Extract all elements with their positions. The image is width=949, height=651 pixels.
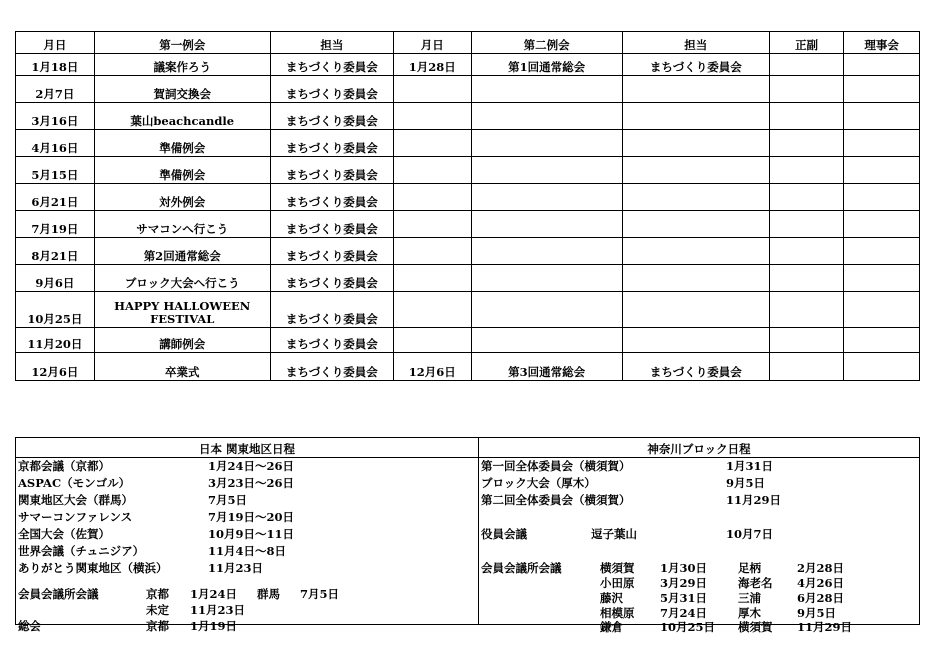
- tantou2-cell: まちづくり委員会: [622, 353, 769, 381]
- kanagawa-yakuin-place: 逗子葉山: [591, 527, 637, 541]
- section-divider: [478, 438, 479, 624]
- kanagawa-kaiin-date: 11月29日: [797, 620, 853, 634]
- kanto-kaiin-place: 群馬: [257, 587, 280, 601]
- date-cell: 3月16日: [16, 103, 95, 130]
- kanto-item-name: 世界会議（チュニジア）: [18, 544, 145, 558]
- kanto-item-date: 1月24日～26日: [208, 459, 295, 473]
- date2-cell: [393, 157, 471, 184]
- header-row: [16, 32, 920, 54]
- rijikai-cell: [844, 328, 920, 353]
- tantou-cell: まちづくり委員会: [270, 76, 393, 103]
- kanagawa-kaiin-place: 小田原: [600, 576, 635, 590]
- event-cell: HAPPY HALLOWEEN FESTIVAL: [94, 292, 270, 328]
- kanagawa-kaiin-date: 6月28日: [797, 591, 845, 605]
- table-row: [16, 103, 920, 130]
- date-cell: 7月19日: [16, 211, 95, 238]
- kanagawa-kaiin-place: 足柄: [738, 561, 761, 575]
- kanto-soukai-label: 総会: [18, 619, 41, 633]
- date2-cell: [393, 292, 471, 328]
- tantou-cell: まちづくり委員会: [270, 54, 393, 76]
- kanagawa-item-name: 第一回全体委員会（横須賀）: [481, 459, 631, 473]
- kanto-item: [18, 460, 110, 473]
- kanagawa-item-name: 第二回全体委員会（横須賀）: [481, 493, 631, 507]
- tantou2-cell: [622, 238, 769, 265]
- tantou2-cell: [622, 103, 769, 130]
- date-cell: 5月15日: [16, 157, 95, 184]
- seifuku-cell: [769, 157, 844, 184]
- kanto-title: 日本 関東地区日程: [198, 442, 295, 456]
- header-cell: 第二例会: [471, 32, 622, 54]
- tantou-cell: まちづくり委員会: [270, 130, 393, 157]
- event2-cell: [471, 265, 622, 292]
- kanagawa-kaiin-place: 横須賀: [738, 620, 773, 634]
- date2-cell: [393, 211, 471, 238]
- event2-cell: [471, 76, 622, 103]
- event2-cell: [471, 130, 622, 157]
- seifuku-cell: [769, 265, 844, 292]
- tantou-cell: まちづくり委員会: [270, 211, 393, 238]
- seifuku-cell: [769, 54, 844, 76]
- tantou2-cell: [622, 211, 769, 238]
- event2-cell: [471, 328, 622, 353]
- kanagawa-kaiin-date: 9月5日: [797, 606, 837, 620]
- event-cell: 準備例会: [94, 130, 270, 157]
- header-cell: 月日: [393, 32, 471, 54]
- event-cell: サマコンへ行こう: [94, 211, 270, 238]
- kanagawa-kaiin-date: 1月30日: [660, 561, 708, 575]
- date2-cell: [393, 328, 471, 353]
- event-cell: 第2回通常総会: [94, 238, 270, 265]
- rijikai-cell: [844, 157, 920, 184]
- bottom-schedules: [15, 437, 920, 634]
- event-cell: 賀詞交換会: [94, 76, 270, 103]
- kanagawa-kaiin-date: 4月26日: [797, 576, 845, 590]
- event2-cell: [471, 184, 622, 211]
- event2-cell: [471, 157, 622, 184]
- table-row: [16, 76, 920, 103]
- seifuku-cell: [769, 130, 844, 157]
- kanto-item-date: 7月5日: [208, 493, 248, 507]
- kanto-item-date: 11月4日～8日: [208, 544, 287, 558]
- table-row: [16, 265, 920, 292]
- seifuku-cell: [769, 353, 844, 381]
- tantou2-cell: まちづくり委員会: [622, 54, 769, 76]
- table-row: [16, 130, 920, 157]
- date2-cell: [393, 130, 471, 157]
- kanagawa-title-rule: [479, 457, 919, 458]
- kanagawa-item-date: 11月29日: [726, 493, 782, 507]
- tantou2-cell: [622, 265, 769, 292]
- event2-cell: [471, 238, 622, 265]
- kanagawa-kaiin-place: 厚木: [738, 606, 761, 620]
- kanto-kaiin-date: 1月24日: [190, 587, 238, 601]
- kanto-item-date: 3月23日～26日: [208, 476, 295, 490]
- header-cell: 正副: [769, 32, 844, 54]
- tantou-cell: まちづくり委員会: [270, 353, 393, 381]
- kanagawa-yakuin-date: 10月7日: [726, 527, 774, 541]
- tantou2-cell: [622, 76, 769, 103]
- seifuku-cell: [769, 76, 844, 103]
- date-cell: 1月18日: [16, 54, 95, 76]
- table-row: [16, 292, 920, 328]
- tantou-cell: まちづくり委員会: [270, 103, 393, 130]
- kanto-kaiin-place: 京都: [146, 587, 169, 601]
- tantou-cell: まちづくり委員会: [270, 238, 393, 265]
- event2-cell: [471, 103, 622, 130]
- rijikai-cell: [844, 353, 920, 381]
- table-row: [16, 184, 920, 211]
- seifuku-cell: [769, 184, 844, 211]
- table-row: [16, 328, 920, 353]
- kanagawa-item-date: 1月31日: [726, 459, 774, 473]
- rijikai-cell: [844, 130, 920, 157]
- schedule-sheet: [15, 31, 920, 634]
- kanto-kaiin-date: 11月23日: [190, 603, 246, 617]
- kanagawa-kaiin-label: 会員会議所会議: [481, 561, 562, 575]
- tantou-cell: まちづくり委員会: [270, 157, 393, 184]
- kanagawa-yakuin-label: 役員会議: [481, 527, 527, 541]
- seifuku-cell: [769, 211, 844, 238]
- kanagawa-kaiin-date: 3月29日: [660, 576, 708, 590]
- date-cell: 10月25日: [16, 292, 95, 328]
- tantou-cell: まちづくり委員会: [270, 328, 393, 353]
- table-row: [16, 353, 920, 381]
- kanto-item-date: 11月23日: [208, 561, 264, 575]
- event-cell: 葉山beachcandle: [94, 103, 270, 130]
- header-cell: 月日: [16, 32, 95, 54]
- date-cell: 4月16日: [16, 130, 95, 157]
- tantou-cell: まちづくり委員会: [270, 292, 393, 328]
- date-cell: 11月20日: [16, 328, 95, 353]
- event-cell: 講師例会: [94, 328, 270, 353]
- date-cell: 8月21日: [16, 238, 95, 265]
- date-cell: 2月7日: [16, 76, 95, 103]
- rijikai-cell: [844, 184, 920, 211]
- kanto-item-name: ありがとう関東地区（横浜）: [18, 561, 168, 575]
- date2-cell: [393, 238, 471, 265]
- tantou-cell: まちづくり委員会: [270, 184, 393, 211]
- date2-cell: [393, 103, 471, 130]
- event2-cell: 第1回通常総会: [471, 54, 622, 76]
- kanagawa-kaiin-date: 10月25日: [660, 620, 716, 634]
- rijikai-cell: [844, 54, 920, 76]
- kanagawa-kaiin-place: 相模原: [600, 606, 635, 620]
- header-cell: 担当: [622, 32, 769, 54]
- kanto-item-date: 7月19日～20日: [208, 510, 295, 524]
- date-cell: 12月6日: [16, 353, 95, 381]
- tantou2-cell: [622, 328, 769, 353]
- rijikai-cell: [844, 292, 920, 328]
- table-row: [16, 211, 920, 238]
- tantou2-cell: [622, 130, 769, 157]
- kanto-title-rule: [16, 457, 478, 458]
- kanagawa-kaiin-date: 5月31日: [660, 591, 708, 605]
- rijikai-cell: [844, 103, 920, 130]
- event-cell: 卒業式: [94, 353, 270, 381]
- kanagawa-kaiin-place: 海老名: [738, 576, 773, 590]
- kanagawa-item-name: ブロック大会（厚木）: [481, 476, 596, 490]
- date2-cell: [393, 265, 471, 292]
- kanto-kaiin-label: 会員会議所会議: [18, 587, 99, 601]
- seifuku-cell: [769, 103, 844, 130]
- seifuku-cell: [769, 292, 844, 328]
- kanagawa-item-date: 9月5日: [726, 476, 766, 490]
- event2-cell: [471, 292, 622, 328]
- rijikai-cell: [844, 265, 920, 292]
- tantou2-cell: [622, 157, 769, 184]
- tantou2-cell: [622, 292, 769, 328]
- header-cell: 担当: [270, 32, 393, 54]
- seifuku-cell: [769, 328, 844, 353]
- date-cell: 9月6日: [16, 265, 95, 292]
- rijikai-cell: [844, 238, 920, 265]
- kanto-item-name: 全国大会（佐賀）: [18, 527, 110, 541]
- header-cell: 理事会: [844, 32, 920, 54]
- rijikai-cell: [844, 76, 920, 103]
- kanagawa-kaiin-place: 鎌倉: [600, 620, 623, 634]
- kanto-item-date: 10月9日～11日: [208, 527, 295, 541]
- tantou2-cell: [622, 184, 769, 211]
- kanagawa-title: 神奈川ブロック日程: [647, 442, 751, 456]
- kanto-item-name: サマーコンファレンス: [18, 510, 133, 524]
- tantou-cell: まちづくり委員会: [270, 265, 393, 292]
- date2-cell: 1月28日: [393, 54, 471, 76]
- kanto-kaiin-place: 未定: [146, 603, 169, 617]
- kanagawa-kaiin-date: 2月28日: [797, 561, 845, 575]
- kanto-item-name: ASPAC（モンゴル）: [18, 476, 131, 490]
- kanto-soukai-date: 1月19日: [190, 619, 238, 633]
- seifuku-cell: [769, 238, 844, 265]
- table-row: [16, 238, 920, 265]
- kanto-soukai-place: 京都: [146, 619, 169, 633]
- rijikai-cell: [844, 211, 920, 238]
- kanagawa-kaiin-place: 横須賀: [600, 561, 635, 575]
- event-cell: 対外例会: [94, 184, 270, 211]
- event2-cell: [471, 211, 622, 238]
- event-cell: 議案作ろう: [94, 54, 270, 76]
- table-row: [16, 54, 920, 76]
- kanto-item-name: 関東地区大会（群馬）: [18, 493, 133, 507]
- event-cell: 準備例会: [94, 157, 270, 184]
- kanagawa-kaiin-date: 7月24日: [660, 606, 708, 620]
- kanto-kaiin-date: 7月5日: [300, 587, 340, 601]
- kanagawa-kaiin-place: 藤沢: [600, 591, 623, 605]
- schedule-table: [15, 31, 920, 381]
- kanto-item-name: 京都会議（京都）: [18, 459, 110, 473]
- table-row: [16, 157, 920, 184]
- date2-cell: [393, 184, 471, 211]
- kanagawa-kaiin-place: 三浦: [738, 591, 761, 605]
- date2-cell: [393, 76, 471, 103]
- date-cell: 6月21日: [16, 184, 95, 211]
- header-cell: 第一例会: [94, 32, 270, 54]
- event-cell: ブロック大会へ行こう: [94, 265, 270, 292]
- date2-cell: 12月6日: [393, 353, 471, 381]
- event2-cell: 第3回通常総会: [471, 353, 622, 381]
